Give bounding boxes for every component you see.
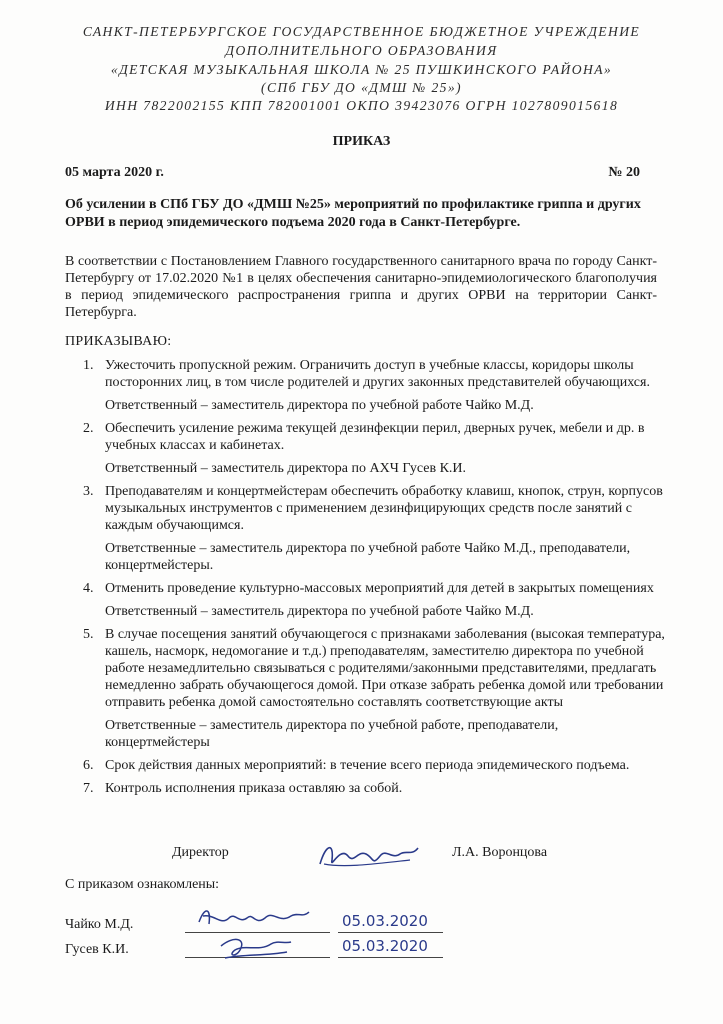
ack-person-name: Гусев К.И. [65, 942, 129, 957]
order-item [65, 757, 665, 774]
svg-text:05.03.2020: 05.03.2020 [342, 937, 428, 955]
director-label: Директор [172, 845, 229, 860]
date-line [338, 957, 443, 958]
item-responsible: Ответственный – заместитель директора по учебной работе Чайко М.Д. [105, 398, 534, 413]
item-text: Ужесточить пропускной режим. Ограничить доступ в учебные классы, коридоры школы посторонних лиц, в том числе родителей и других законных представителей обучающихся. [105, 358, 650, 390]
item-text: Обеспечить усиление режима текущей дезинфекции перил, дверных ручек, мебели и др. в учебных классах и кабинетах. [105, 421, 645, 453]
header-line-2: ДОПОЛНИТЕЛЬНОГО ОБРАЗОВАНИЯ [225, 43, 498, 58]
ack-signature-mark [215, 932, 295, 964]
item-number: 4. [83, 581, 94, 596]
ack-person-name: Чайко М.Д. [65, 917, 134, 932]
item-text: Преподавателям и концертмейстерам обеспечить обработку клавиш, кнопок, струн, корпусов музыкальных инструментов с применением дезинфицирующих средств после занятий с каждым обучающимся. [105, 484, 663, 533]
document-date: 05 марта 2020 г. [65, 165, 164, 180]
document-intro: В соответствии с Постановлением Главного государственного санитарного врача по городу Санкт-Петербургу от 17.02.2020 №1 в целях обеспечения санитарно-эпидемиологического благополучия в период эпидемического распространения гриппа и других ОРВИ на территории Санкт-Петербурга. [65, 254, 657, 320]
item-text: Отменить проведение культурно-массовых мероприятий для детей в закрытых помещениях [105, 581, 654, 596]
item-number: 6. [83, 758, 94, 773]
item-responsible: Ответственный – заместитель директора по АХЧ Гусев К.И. [105, 461, 467, 476]
order-item [65, 357, 665, 414]
acknowledgement-label: С приказом ознакомлены: [65, 877, 220, 892]
director-name: Л.А. Воронцова [452, 845, 548, 860]
order-item [65, 420, 665, 477]
header-line-5: ИНН 7822002155 КПП 782001001 ОКПО 39423076 ОГРН 1027809015618 [104, 98, 619, 113]
item-number: 2. [83, 421, 94, 436]
item-text: В случае посещения занятий обучающегося с признаками заболевания (высокая температура, кашель, насморк, недомогание и т.д.) преподавателям, заместителю директора по учебной работе незамедлительно связываться с родителями/законными представителями, предлагать немедленно забрать обучающегося домой. При отказе забрать ребенка домой или требовании отправить ребенка домой самостоятельно составлять соответствующие акты [105, 627, 665, 710]
order-word: ПРИКАЗЫВАЮ: [65, 334, 172, 349]
item-number: 7. [83, 781, 94, 796]
order-items-list [65, 357, 665, 797]
item-text: Срок действия данных мероприятий: в течение всего периода эпидемического подъема. [105, 758, 630, 773]
ack-date-handwritten [340, 933, 450, 957]
order-item [65, 483, 665, 574]
item-responsible: Ответственные – заместитель директора по учебной работе, преподаватели, концертмейстеры [105, 718, 559, 750]
svg-text:05.03.2020: 05.03.2020 [342, 912, 428, 930]
item-number: 1. [83, 358, 94, 373]
order-item [65, 626, 665, 751]
item-number: 3. [83, 484, 94, 499]
document-subject: Об усилении в СПб ГБУ ДО «ДМШ №25» мероприятий по профилактике гриппа и других ОРВИ в период эпидемического подъема 2020 года в Санкт-Петербурге. [65, 197, 641, 230]
item-number: 5. [83, 627, 94, 642]
document-number: № 20 [608, 165, 640, 180]
ack-date-handwritten [340, 908, 450, 932]
ack-signature-mark [195, 900, 315, 934]
order-item [65, 580, 665, 620]
item-text: Контроль исполнения приказа оставляю за собой. [105, 781, 403, 796]
order-item [65, 780, 665, 797]
header-line-1: САНКТ-ПЕТЕРБУРГСКОЕ ГОСУДАРСТВЕННОЕ БЮДЖЕТНОЕ УЧРЕЖДЕНИЕ [82, 24, 641, 39]
director-signature-mark [314, 834, 424, 876]
document-title: ПРИКАЗ [332, 134, 391, 149]
header-line-3: «ДЕТСКАЯ МУЗЫКАЛЬНАЯ ШКОЛА № 25 ПУШКИНСКОГО РАЙОНА» [110, 62, 613, 77]
header-line-4: (СПб ГБУ ДО «ДМШ № 25») [261, 80, 462, 95]
item-responsible: Ответственный – заместитель директора по учебной работе Чайко М.Д. [105, 604, 534, 619]
item-responsible: Ответственные – заместитель директора по учебной работе Чайко М.Д., преподаватели, концертмейстеры. [105, 541, 631, 573]
